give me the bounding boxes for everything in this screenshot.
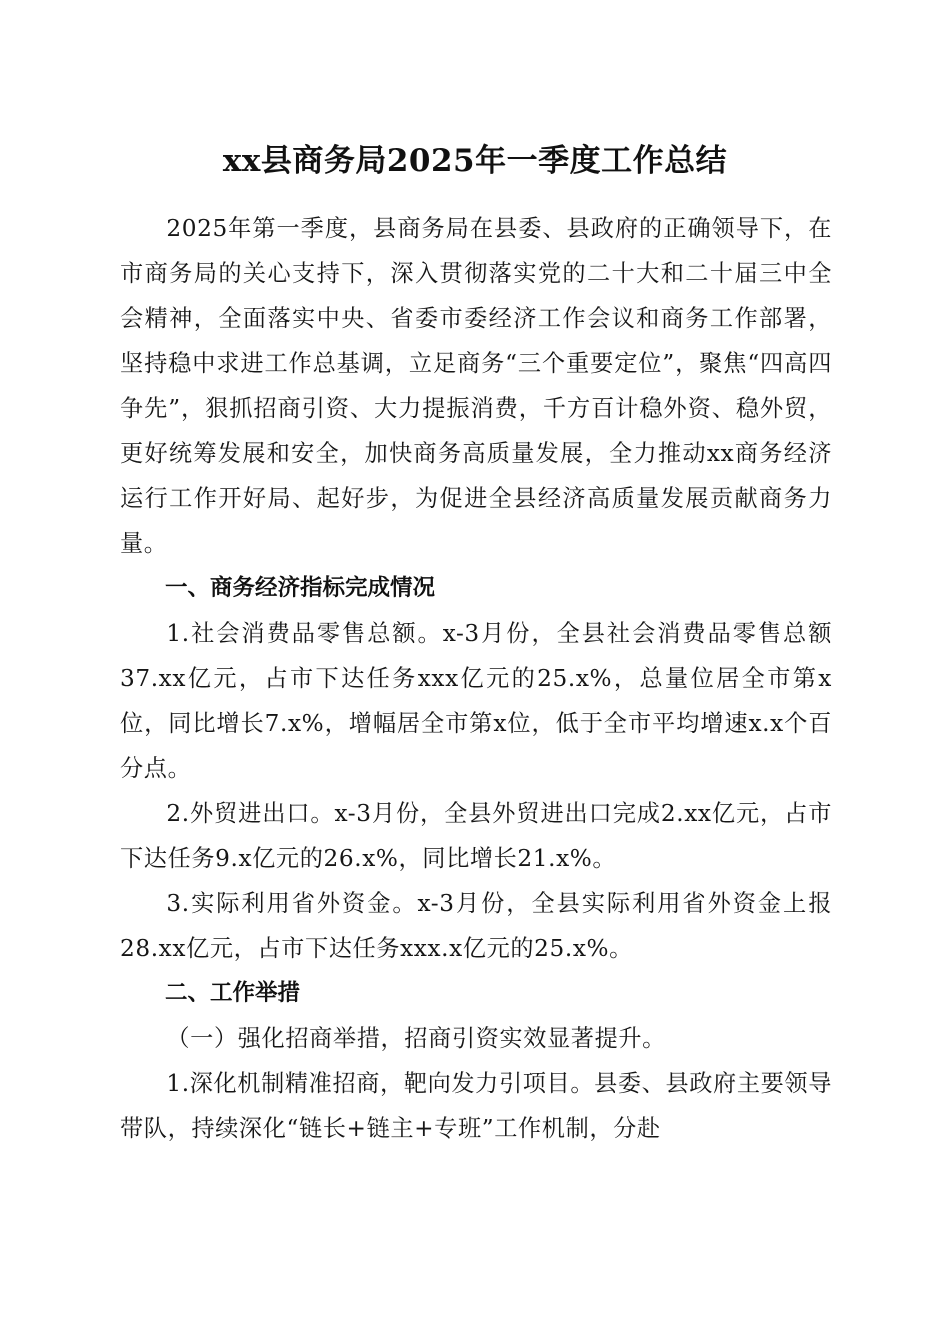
document-title: xx县商务局2025年一季度工作总结 (222, 143, 728, 179)
intro-paragraph: 2025年第一季度，县商务局在县委、县政府的正确领导下，在市商务局的关心支持下，深入贯彻落实党的二十大和二十届三中全会精神，全面落实中央、省委市委经济工作会议和商务工作部署，坚持稳中求进工作总基调，立足商务“三个重要定位”，聚焦“四高四争先”，狠抓招商引资、大力提振消费，千方百计稳外资、稳外贸，更好统筹发展和安全，加快商务高质量发展，全力推动xx商务经济运行工作开好局、起好步，为促进全县经济高质量发展贡献商务力量。 (120, 215, 832, 557)
section-heading-measures: 二、工作举措 (165, 980, 301, 1006)
paragraph-foreign-trade: 2.外贸进出口。x-3月份，全县外贸进出口完成2.xx亿元，占市下达任务9.x亿元的26.x%，同比增长21.x%。 (120, 800, 832, 872)
paragraph-investment-mechanism: 1.深化机制精准招商，靶向发力引项目。县委、县政府主要领导带队，持续深化“链长+链主+专班”工作机制，分赴 (120, 1070, 832, 1142)
paragraph-external-capital: 3.实际利用省外资金。x-3月份，全县实际利用省外资金上报28.xx亿元，占市下达任务xxx.x亿元的25.x%。 (120, 890, 832, 962)
section-heading-indicators: 一、商务经济指标完成情况 (165, 575, 436, 601)
subsection-heading-investment: （一）强化招商举措，招商引资实效显著提升。 (166, 1025, 666, 1052)
document-body (120, 206, 832, 1151)
paragraph-retail-sales: 1.社会消费品零售总额。x-3月份，全县社会消费品零售总额37.xx亿元，占市下达任务xxx亿元的25.x%，总量位居全市第x位，同比增长7.x%，增幅居全市第x位，低于全市平均增速x.x个百分点。 (120, 620, 832, 782)
